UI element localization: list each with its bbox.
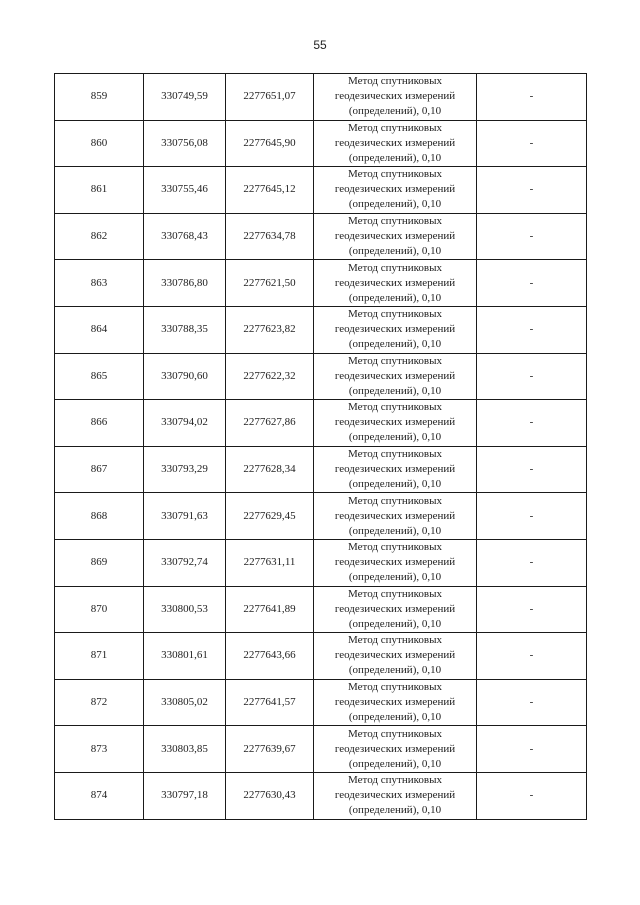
method-cell xyxy=(314,120,477,167)
description-cell: - xyxy=(477,167,587,214)
x-coordinate-cell: 330756,08 xyxy=(144,120,226,167)
point-number-cell: 865 xyxy=(55,353,144,400)
method-line: (определений), 0,10 xyxy=(348,617,442,630)
description-cell: - xyxy=(477,633,587,680)
method-cell xyxy=(314,167,477,214)
method-line: (определений), 0,10 xyxy=(348,431,442,444)
method-line: (определений), 0,10 xyxy=(348,198,442,211)
x-coordinate-cell: 330786,80 xyxy=(144,260,226,307)
table-row xyxy=(55,493,587,540)
y-coordinate-cell: 2277628,34 xyxy=(226,446,314,493)
method-line: (определений), 0,10 xyxy=(348,384,442,397)
method-line: геодезических измерений xyxy=(334,463,456,476)
method-line: геодезических измерений xyxy=(334,649,456,662)
x-coordinate-cell: 330793,29 xyxy=(144,446,226,493)
description-cell: - xyxy=(477,539,587,586)
table-row xyxy=(55,772,587,819)
x-coordinate-cell: 330801,61 xyxy=(144,633,226,680)
method-line: геодезических измерений xyxy=(334,509,456,522)
method-line: геодезических измерений xyxy=(334,742,456,755)
method-line: Метод спутниковых xyxy=(348,168,442,181)
point-number-cell: 863 xyxy=(55,260,144,307)
method-cell xyxy=(314,306,477,353)
x-coordinate-cell: 330749,59 xyxy=(144,74,226,121)
x-coordinate-cell: 330797,18 xyxy=(144,772,226,819)
point-number-cell: 870 xyxy=(55,586,144,633)
table-row xyxy=(55,167,587,214)
x-coordinate-cell: 330768,43 xyxy=(144,213,226,260)
table-body xyxy=(55,74,587,820)
page-number: 55 xyxy=(313,38,327,52)
description-cell: - xyxy=(477,586,587,633)
x-coordinate-cell: 330792,74 xyxy=(144,539,226,586)
x-coordinate-cell: 330755,46 xyxy=(144,167,226,214)
method-line: (определений), 0,10 xyxy=(348,664,442,677)
method-line: геодезических измерений xyxy=(334,276,456,289)
y-coordinate-cell: 2277631,11 xyxy=(226,539,314,586)
description-cell: - xyxy=(477,353,587,400)
method-line: Метод спутниковых xyxy=(348,541,442,554)
method-line: геодезических измерений xyxy=(334,369,456,382)
method-line: Метод спутниковых xyxy=(348,587,442,600)
method-line: Метод спутниковых xyxy=(348,354,442,367)
point-number-cell: 871 xyxy=(55,633,144,680)
method-line: Метод спутниковых xyxy=(348,401,442,414)
method-line: (определений), 0,10 xyxy=(348,711,442,724)
y-coordinate-cell: 2277639,67 xyxy=(226,726,314,773)
method-line: (определений), 0,10 xyxy=(348,524,442,537)
method-line: (определений), 0,10 xyxy=(348,151,442,164)
y-coordinate-cell: 2277645,90 xyxy=(226,120,314,167)
method-cell xyxy=(314,260,477,307)
method-line: геодезических измерений xyxy=(334,230,456,243)
table-row xyxy=(55,539,587,586)
description-cell: - xyxy=(477,772,587,819)
point-number-cell: 859 xyxy=(55,74,144,121)
method-line: (определений), 0,10 xyxy=(348,571,442,584)
method-line: (определений), 0,10 xyxy=(348,105,442,118)
y-coordinate-cell: 2277630,43 xyxy=(226,772,314,819)
method-line: Метод спутниковых xyxy=(348,75,442,88)
method-cell xyxy=(314,353,477,400)
method-line: геодезических измерений xyxy=(334,696,456,709)
table-row xyxy=(55,306,587,353)
method-line: (определений), 0,10 xyxy=(348,245,442,258)
method-cell xyxy=(314,772,477,819)
method-line: (определений), 0,10 xyxy=(348,291,442,304)
method-line: (определений), 0,10 xyxy=(348,338,442,351)
method-cell xyxy=(314,726,477,773)
y-coordinate-cell: 2277623,82 xyxy=(226,306,314,353)
method-line: геодезических измерений xyxy=(334,136,456,149)
table-row xyxy=(55,353,587,400)
method-line: (определений), 0,10 xyxy=(348,757,442,770)
point-number-cell: 864 xyxy=(55,306,144,353)
point-number-cell: 868 xyxy=(55,493,144,540)
method-line: Метод спутниковых xyxy=(348,634,442,647)
point-number-cell: 860 xyxy=(55,120,144,167)
table-row xyxy=(55,74,587,121)
description-cell: - xyxy=(477,726,587,773)
method-cell xyxy=(314,400,477,447)
method-line: Метод спутниковых xyxy=(348,121,442,134)
y-coordinate-cell: 2277629,45 xyxy=(226,493,314,540)
y-coordinate-cell: 2277643,66 xyxy=(226,633,314,680)
method-line: Метод спутниковых xyxy=(348,215,442,228)
point-number-cell: 874 xyxy=(55,772,144,819)
description-cell: - xyxy=(477,679,587,726)
method-line: геодезических измерений xyxy=(334,556,456,569)
y-coordinate-cell: 2277621,50 xyxy=(226,260,314,307)
x-coordinate-cell: 330791,63 xyxy=(144,493,226,540)
method-cell xyxy=(314,539,477,586)
method-cell xyxy=(314,633,477,680)
table-row xyxy=(55,400,587,447)
method-cell xyxy=(314,74,477,121)
description-cell: - xyxy=(477,260,587,307)
point-number-cell: 872 xyxy=(55,679,144,726)
y-coordinate-cell: 2277627,86 xyxy=(226,400,314,447)
point-number-cell: 867 xyxy=(55,446,144,493)
table-row xyxy=(55,213,587,260)
y-coordinate-cell: 2277634,78 xyxy=(226,213,314,260)
table-row xyxy=(55,120,587,167)
method-line: Метод спутниковых xyxy=(348,727,442,740)
coordinates-table xyxy=(54,73,587,820)
description-cell: - xyxy=(477,306,587,353)
method-line: геодезических измерений xyxy=(334,789,456,802)
method-cell xyxy=(314,213,477,260)
point-number-cell: 862 xyxy=(55,213,144,260)
method-line: (определений), 0,10 xyxy=(348,804,442,817)
method-cell xyxy=(314,446,477,493)
y-coordinate-cell: 2277651,07 xyxy=(226,74,314,121)
method-line: геодезических измерений xyxy=(334,90,456,103)
description-cell: - xyxy=(477,400,587,447)
method-line: геодезических измерений xyxy=(334,416,456,429)
description-cell: - xyxy=(477,493,587,540)
method-cell xyxy=(314,586,477,633)
method-line: Метод спутниковых xyxy=(348,308,442,321)
table-row xyxy=(55,679,587,726)
y-coordinate-cell: 2277645,12 xyxy=(226,167,314,214)
description-cell: - xyxy=(477,446,587,493)
x-coordinate-cell: 330803,85 xyxy=(144,726,226,773)
x-coordinate-cell: 330790,60 xyxy=(144,353,226,400)
table-row xyxy=(55,586,587,633)
x-coordinate-cell: 330788,35 xyxy=(144,306,226,353)
point-number-cell: 866 xyxy=(55,400,144,447)
method-line: геодезических измерений xyxy=(334,323,456,336)
description-cell: - xyxy=(477,213,587,260)
point-number-cell: 869 xyxy=(55,539,144,586)
method-line: Метод спутниковых xyxy=(348,261,442,274)
method-line: геодезических измерений xyxy=(334,602,456,615)
point-number-cell: 861 xyxy=(55,167,144,214)
method-line: (определений), 0,10 xyxy=(348,478,442,491)
method-cell xyxy=(314,679,477,726)
y-coordinate-cell: 2277622,32 xyxy=(226,353,314,400)
y-coordinate-cell: 2277641,89 xyxy=(226,586,314,633)
table-row xyxy=(55,633,587,680)
x-coordinate-cell: 330800,53 xyxy=(144,586,226,633)
description-cell: - xyxy=(477,120,587,167)
x-coordinate-cell: 330805,02 xyxy=(144,679,226,726)
description-cell: - xyxy=(477,74,587,121)
method-line: Метод спутниковых xyxy=(348,774,442,787)
method-line: Метод спутниковых xyxy=(348,681,442,694)
method-cell xyxy=(314,493,477,540)
y-coordinate-cell: 2277641,57 xyxy=(226,679,314,726)
table-row xyxy=(55,726,587,773)
method-line: Метод спутниковых xyxy=(348,494,442,507)
table-row xyxy=(55,446,587,493)
point-number-cell: 873 xyxy=(55,726,144,773)
method-line: геодезических измерений xyxy=(334,183,456,196)
table-row xyxy=(55,260,587,307)
method-line: Метод спутниковых xyxy=(348,448,442,461)
x-coordinate-cell: 330794,02 xyxy=(144,400,226,447)
